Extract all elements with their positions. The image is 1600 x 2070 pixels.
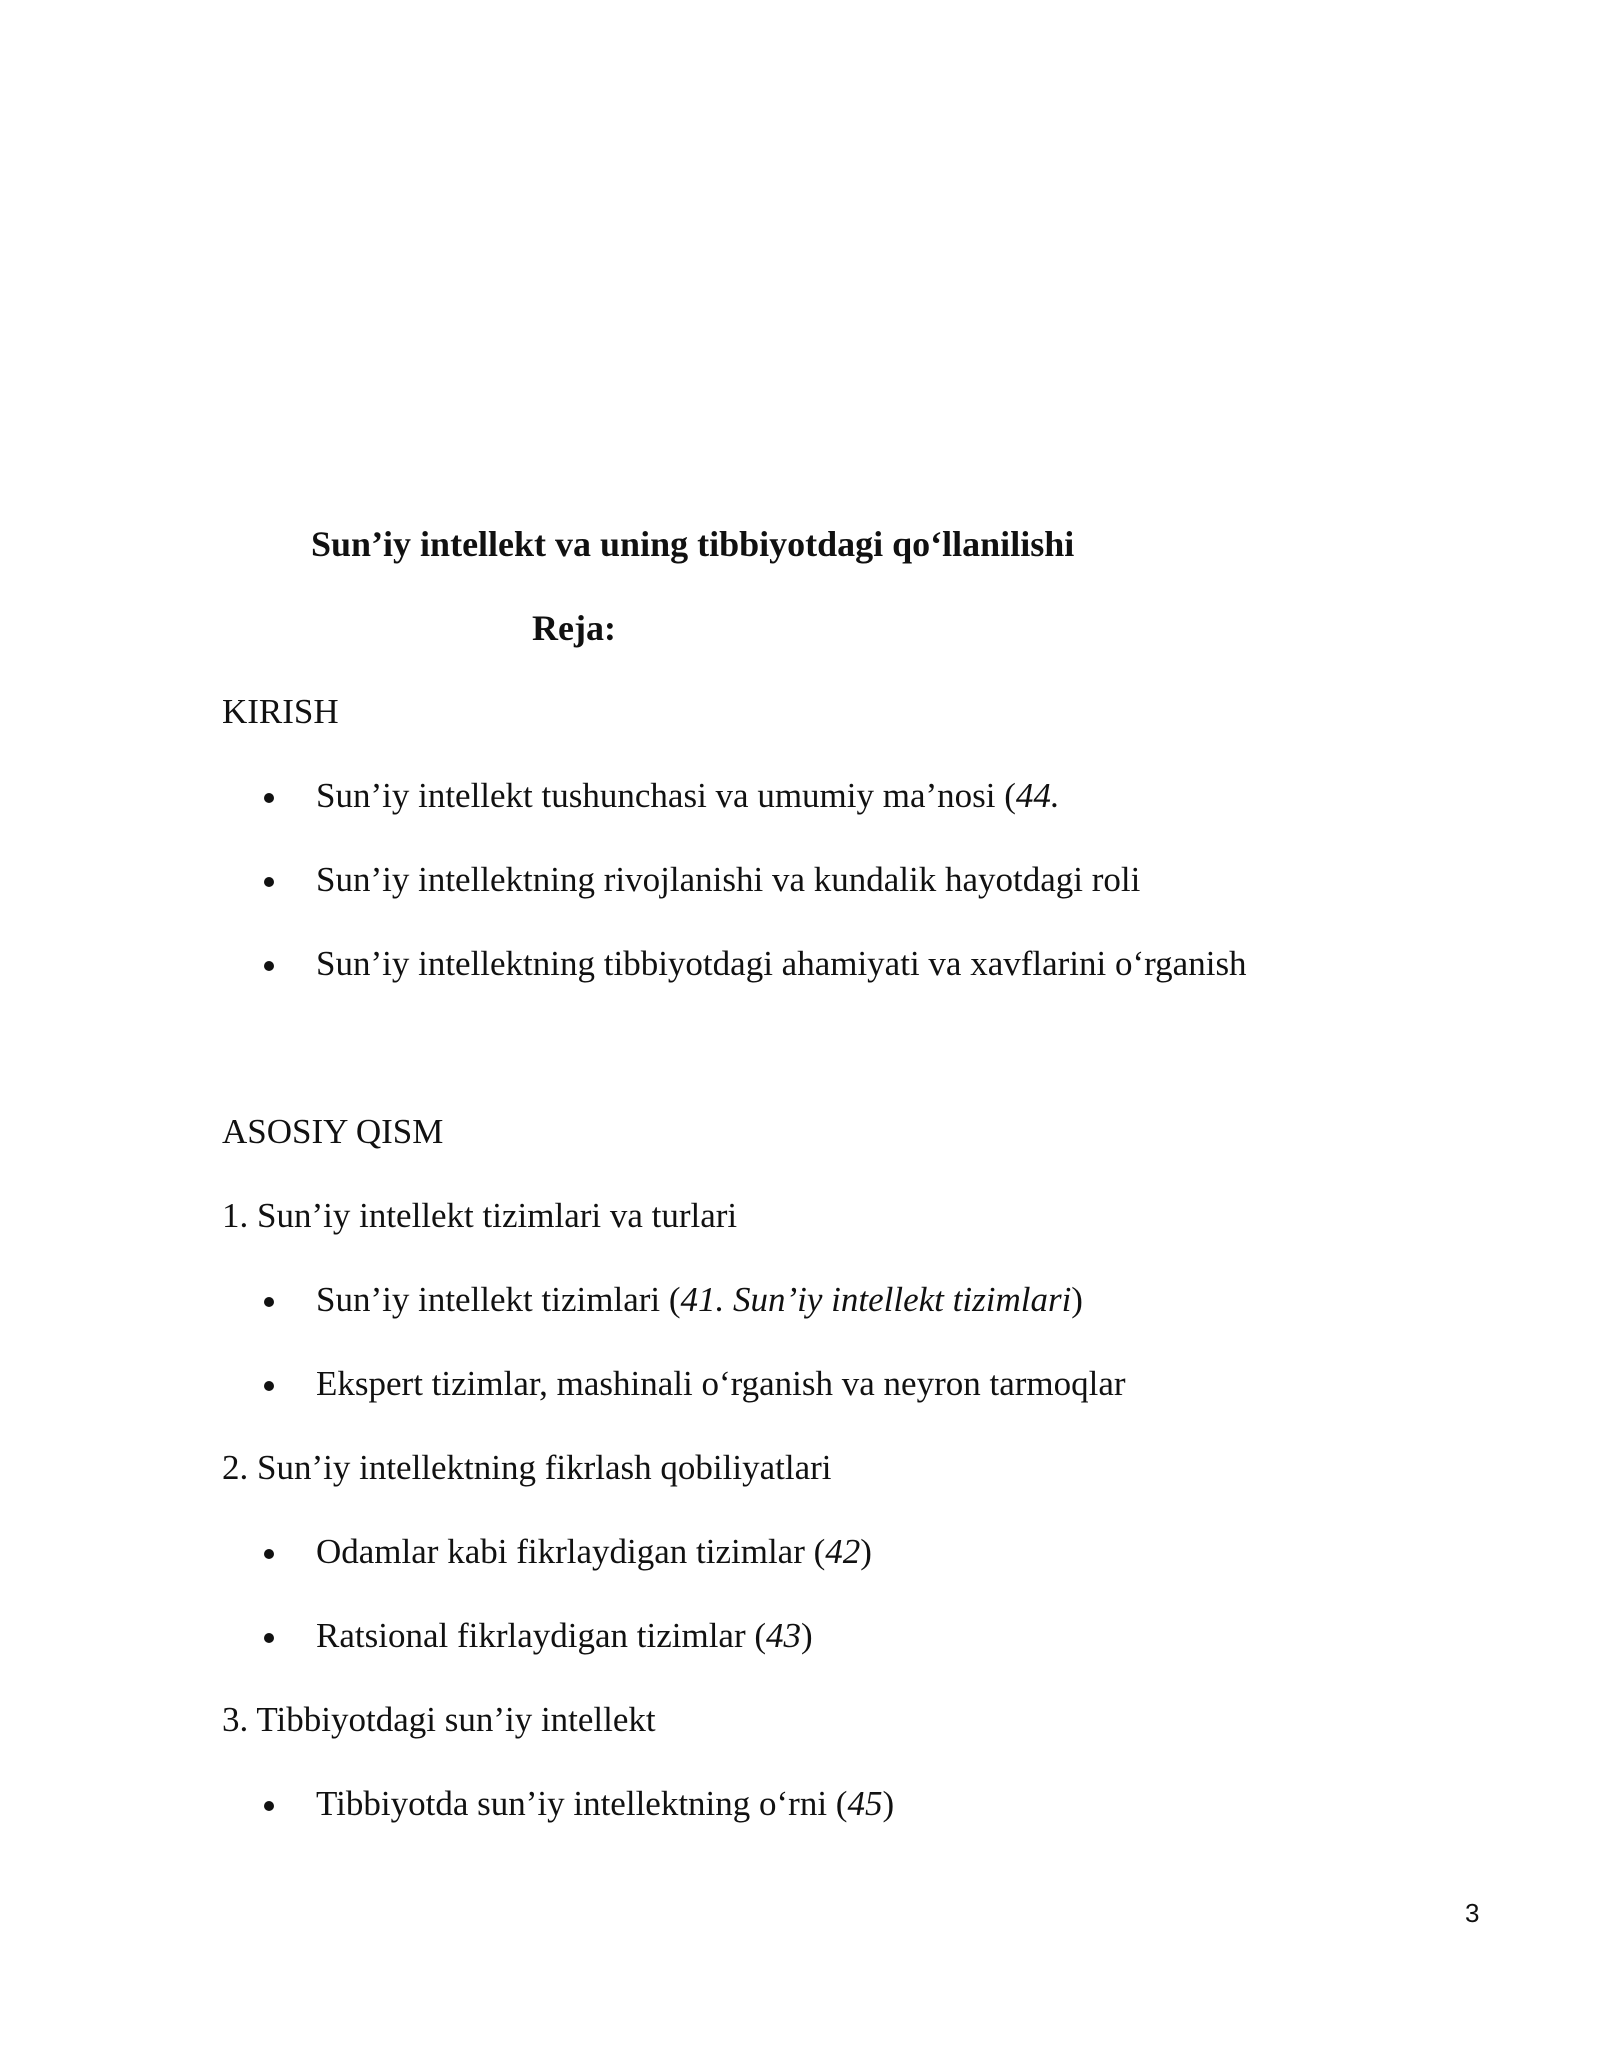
list-item-text: Ratsional fikrlaydigan tizimlar (43) <box>316 1616 813 1655</box>
bullet-icon <box>264 793 274 803</box>
bullet-icon <box>264 1633 274 1643</box>
plan-heading: Reja: <box>532 608 616 648</box>
bullet-icon <box>264 961 274 971</box>
list-item-text: Sun’iy intellekt tushunchasi va umumiy ma’nosi (44. <box>316 776 1060 815</box>
document-title: Sun’iy intellekt va uning tibbiyotdagi qo‘llanilishi <box>311 524 1075 564</box>
bullet-icon <box>264 877 274 887</box>
bullet-icon <box>264 1801 274 1811</box>
bullet-icon <box>264 1549 274 1559</box>
source-reference: 43 <box>766 1616 802 1655</box>
list-item-text: Sun’iy intellektning rivojlanishi va kundalik hayotdagi roli <box>316 860 1141 899</box>
section-heading-asosiy: ASOSIY QISM <box>222 1112 444 1151</box>
numbered-item-1: 1. Sun’iy intellekt tizimlari va turlari <box>222 1196 738 1235</box>
list-item-text: Odamlar kabi fikrlaydigan tizimlar (42) <box>316 1532 872 1571</box>
source-reference: 44. <box>1015 776 1060 815</box>
numbered-item-3: 3. Tibbiyotdagi sun’iy intellekt <box>222 1700 656 1739</box>
list-item-text: Tibbiyotda sun’iy intellektning o‘rni (45) <box>316 1784 895 1823</box>
bullet-icon <box>264 1297 274 1307</box>
bullet-icon <box>264 1381 274 1391</box>
list-item-text: Sun’iy intellektning tibbiyotdagi ahamiyati va xavflarini o‘rganish <box>316 944 1247 983</box>
source-reference: 41. Sun’iy intellekt tizimlari <box>680 1280 1072 1319</box>
source-reference: 42 <box>825 1532 861 1571</box>
list-item-text: Ekspert tizimlar, mashinali o‘rganish va neyron tarmoqlar <box>316 1364 1126 1403</box>
page-number: 3 <box>1465 1898 1480 1928</box>
source-reference: 45 <box>847 1784 883 1823</box>
numbered-item-2: 2. Sun’iy intellektning fikrlash qobiliyatlari <box>222 1448 832 1487</box>
list-item-text: Sun’iy intellekt tizimlari (41. Sun’iy intellekt tizimlari) <box>316 1280 1083 1319</box>
section-heading-kirish: KIRISH <box>222 692 339 731</box>
